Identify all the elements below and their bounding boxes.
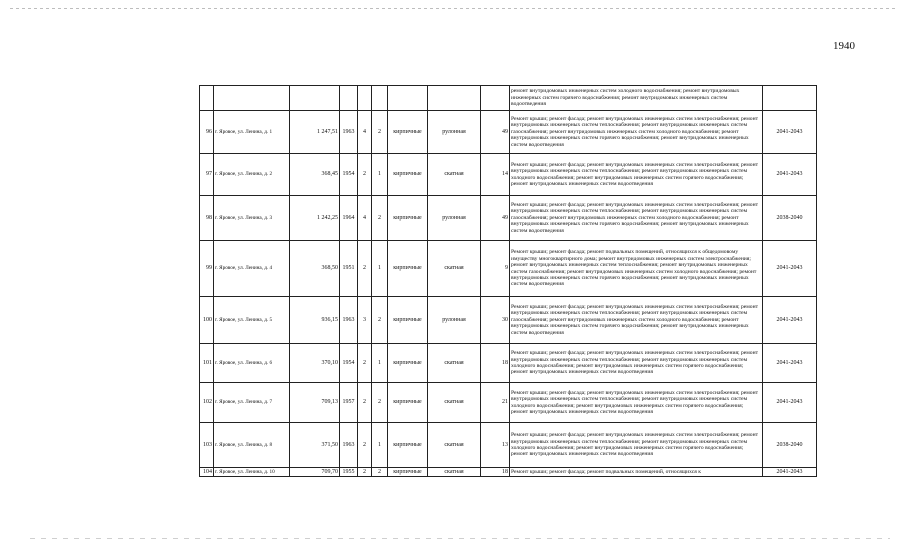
cell-period: 2041-2043 [763, 468, 817, 477]
cell-roof: скатная [428, 383, 481, 423]
cell-year: 1954 [340, 154, 358, 196]
cell-area: 936,15 [290, 297, 340, 344]
cell-num: 98 [200, 196, 214, 241]
cell-roof: скатная [428, 241, 481, 297]
cell-work: Ремонт крыши; ремонт фасада; ремонт внутридомовых инженерных систем электроснабжения; ремонт внутридомовых инженерных систем теплоснабжения; ремонт внутридомовых инженерных систем холодного водоснабжения; ремонт внутридомовых инженерных систем горячего водоснабжения; ремонт внутридомовых инженерных систем водоотведения [510, 383, 763, 423]
table-row [200, 196, 817, 241]
cell-wall: кирпичные [388, 344, 428, 383]
cell-floors: 2 [358, 468, 372, 477]
cell-period: 2041-2043 [763, 111, 817, 154]
cell-wall: кирпичные [388, 468, 428, 477]
cell-period: 2041-2043 [763, 297, 817, 344]
cell-entrances: 2 [372, 196, 388, 241]
table-row [200, 111, 817, 154]
cell-apartments: 18 [481, 468, 510, 477]
cell-entrances: 2 [372, 297, 388, 344]
table-row [200, 297, 817, 344]
cell-num: 99 [200, 241, 214, 297]
cell-area: 371,50 [290, 423, 340, 468]
cell-work: Ремонт крыши; ремонт фасада; ремонт внутридомовых инженерных систем электроснабжения; ремонт внутридомовых инженерных систем теплоснабжения; ремонт внутридомовых инженерных систем холодного водоснабжения; ремонт внутридомовых инженерных систем горячего водоснабжения; ремонт внутридомовых инженерных систем водоотведения [510, 154, 763, 196]
cell-apartments: 18 [481, 344, 510, 383]
cell-address: г. Яровое, ул. Ленина, д. 4 [214, 241, 290, 297]
cell-period [763, 86, 817, 111]
cell-wall: кирпичные [388, 383, 428, 423]
cell-work: Ремонт крыши; ремонт фасада; ремонт внутридомовых инженерных систем электроснабжения; ремонт внутридомовых инженерных систем теплоснабжения; ремонт внутридомовых инженерных систем газоснабжения; ремонт внутридомовых инженерных систем холодного водоснабжения; ремонт внутридомовых инженерных систем горячего водоснабжения; ремонт внутридомовых инженерных систем водоотведения [510, 196, 763, 241]
cell-floors: 2 [358, 241, 372, 297]
cell-area: 1 242,25 [290, 196, 340, 241]
cell-wall: кирпичные [388, 297, 428, 344]
table-row [200, 423, 817, 468]
cell-work: Ремонт крыши; ремонт фасада; ремонт внутридомовых инженерных систем электроснабжения; ремонт внутридомовых инженерных систем теплоснабжения; ремонт внутридомовых инженерных систем газоснабжения; ремонт внутридомовых инженерных систем холодного водоснабжения; ремонт внутридомовых инженерных систем горячего водоснабжения; ремонт внутридомовых инженерных систем водоотведения [510, 111, 763, 154]
cell-entrances: 1 [372, 423, 388, 468]
cell-floors: 2 [358, 423, 372, 468]
cell-roof: скатная [428, 344, 481, 383]
cell-address: г. Яровое, ул. Ленина, д. 6 [214, 344, 290, 383]
table-row [200, 344, 817, 383]
cell-year: 1963 [340, 297, 358, 344]
cell-period: 2041-2043 [763, 241, 817, 297]
cell-work: Ремонт крыши; ремонт фасада; ремонт подвальных помещений, относящихся к [510, 468, 763, 477]
cell-year [340, 86, 358, 111]
cell-apartments: 21 [481, 383, 510, 423]
cell-entrances: 1 [372, 154, 388, 196]
cell-num: 103 [200, 423, 214, 468]
cell-apartments: 49 [481, 111, 510, 154]
cell-address: г. Яровое, ул. Ленина, д. 7 [214, 383, 290, 423]
cell-floors: 2 [358, 344, 372, 383]
cell-num: 102 [200, 383, 214, 423]
cell-area: 1 247,51 [290, 111, 340, 154]
cell-floors [358, 86, 372, 111]
cell-address: г. Яровое, ул. Ленина, д. 10 [214, 468, 290, 477]
cell-apartments: 49 [481, 196, 510, 241]
cell-area: 709,70 [290, 468, 340, 477]
cell-floors: 2 [358, 383, 372, 423]
cell-year: 1951 [340, 241, 358, 297]
cell-work: Ремонт крыши; ремонт фасада; ремонт внутридомовых инженерных систем электроснабжения; ремонт внутридомовых инженерных систем теплоснабжения; ремонт внутридомовых инженерных систем холодного водоснабжения; ремонт внутридомовых инженерных систем горячего водоснабжения; ремонт внутридомовых инженерных систем водоотведения [510, 423, 763, 468]
cell-address: г. Яровое, ул. Ленина, д. 3 [214, 196, 290, 241]
cell-work: Ремонт крыши; ремонт фасада; ремонт внутридомовых инженерных систем электроснабжения; ремонт внутридомовых инженерных систем теплоснабжения; ремонт внутридомовых инженерных систем холодного водоснабжения; ремонт внутридомовых инженерных систем горячего водоснабжения; ремонт внутридомовых инженерных систем водоотведения [510, 344, 763, 383]
cell-entrances: 2 [372, 383, 388, 423]
cell-apartments [481, 86, 510, 111]
cell-roof: рулонная [428, 196, 481, 241]
cell-year: 1954 [340, 344, 358, 383]
cell-period: 2038-2040 [763, 196, 817, 241]
cell-apartments: 30 [481, 297, 510, 344]
housing-register-table [199, 85, 817, 477]
cell-area: 709,13 [290, 383, 340, 423]
table-row [200, 468, 817, 477]
cell-entrances [372, 86, 388, 111]
cell-wall: кирпичные [388, 154, 428, 196]
cell-year: 1964 [340, 196, 358, 241]
cell-roof: рулонная [428, 111, 481, 154]
cell-year: 1957 [340, 383, 358, 423]
cell-num [200, 86, 214, 111]
cell-apartments: 13 [481, 423, 510, 468]
table-row [200, 241, 817, 297]
cell-work: ремонт внутридомовых инженерных систем холодного водоснабжения; ремонт внутридомовых инженерных систем горячего водоснабжения; ремонт внутридомовых инженерных систем водоотведения [510, 86, 763, 111]
table-row [200, 383, 817, 423]
cell-floors: 4 [358, 111, 372, 154]
cell-floors: 4 [358, 196, 372, 241]
cell-area: 370,10 [290, 344, 340, 383]
cell-roof: скатная [428, 423, 481, 468]
cell-wall: кирпичные [388, 423, 428, 468]
cell-address: г. Яровое, ул. Ленина, д. 1 [214, 111, 290, 154]
cell-period: 2041-2043 [763, 344, 817, 383]
cell-floors: 2 [358, 154, 372, 196]
cell-num: 100 [200, 297, 214, 344]
cell-period: 2041-2043 [763, 383, 817, 423]
cell-work: Ремонт крыши; ремонт фасада; ремонт подвальных помещений, относящихся к общедомовому имуществу многоквартирного дома; ремонт внутридомовых инженерных систем электроснабжения; ремонт внутридомовых инженерных систем теплоснабжения; ремонт внутридомовых инженерных систем газоснабжения; ремонт внутридомовых инженерных систем холодного водоснабжения; ремонт внутридомовых инженерных систем горячего водоснабжения; ремонт внутридомовых инженерных систем водоотведения [510, 241, 763, 297]
cell-num: 97 [200, 154, 214, 196]
cell-roof: рулонная [428, 297, 481, 344]
table-row [200, 154, 817, 196]
cell-floors: 3 [358, 297, 372, 344]
cell-wall [388, 86, 428, 111]
cell-period: 2038-2040 [763, 423, 817, 468]
page-number: 1940 [833, 40, 855, 52]
scan-edge-top [10, 8, 895, 9]
cell-year: 1963 [340, 423, 358, 468]
cell-address: г. Яровое, ул. Ленина, д. 8 [214, 423, 290, 468]
cell-wall: кирпичные [388, 241, 428, 297]
table-body [200, 86, 817, 477]
cell-num: 96 [200, 111, 214, 154]
cell-entrances: 1 [372, 344, 388, 383]
cell-work: Ремонт крыши; ремонт фасада; ремонт внутридомовых инженерных систем электроснабжения; ремонт внутридомовых инженерных систем теплоснабжения; ремонт внутридомовых инженерных систем газоснабжения; ремонт внутридомовых инженерных систем холодного водоснабжения; ремонт внутридомовых инженерных систем горячего водоснабжения; ремонт внутридомовых инженерных систем водоотведения [510, 297, 763, 344]
cell-wall: кирпичные [388, 196, 428, 241]
scan-edge-bottom [30, 538, 890, 539]
cell-area: 368,50 [290, 241, 340, 297]
table-row-continuation [200, 86, 817, 111]
cell-address [214, 86, 290, 111]
cell-apartments: 14 [481, 154, 510, 196]
cell-roof [428, 86, 481, 111]
cell-num: 101 [200, 344, 214, 383]
cell-num: 104 [200, 468, 214, 477]
cell-wall: кирпичные [388, 111, 428, 154]
cell-year: 1963 [340, 111, 358, 154]
cell-address: г. Яровое, ул. Ленина, д. 2 [214, 154, 290, 196]
cell-period: 2041-2043 [763, 154, 817, 196]
cell-entrances: 1 [372, 241, 388, 297]
cell-roof: скатная [428, 468, 481, 477]
cell-year: 1955 [340, 468, 358, 477]
cell-address: г. Яровое, ул. Ленина, д. 5 [214, 297, 290, 344]
cell-apartments: 9 [481, 241, 510, 297]
cell-entrances: 2 [372, 468, 388, 477]
cell-area [290, 86, 340, 111]
cell-roof: скатная [428, 154, 481, 196]
cell-entrances: 2 [372, 111, 388, 154]
cell-area: 368,45 [290, 154, 340, 196]
